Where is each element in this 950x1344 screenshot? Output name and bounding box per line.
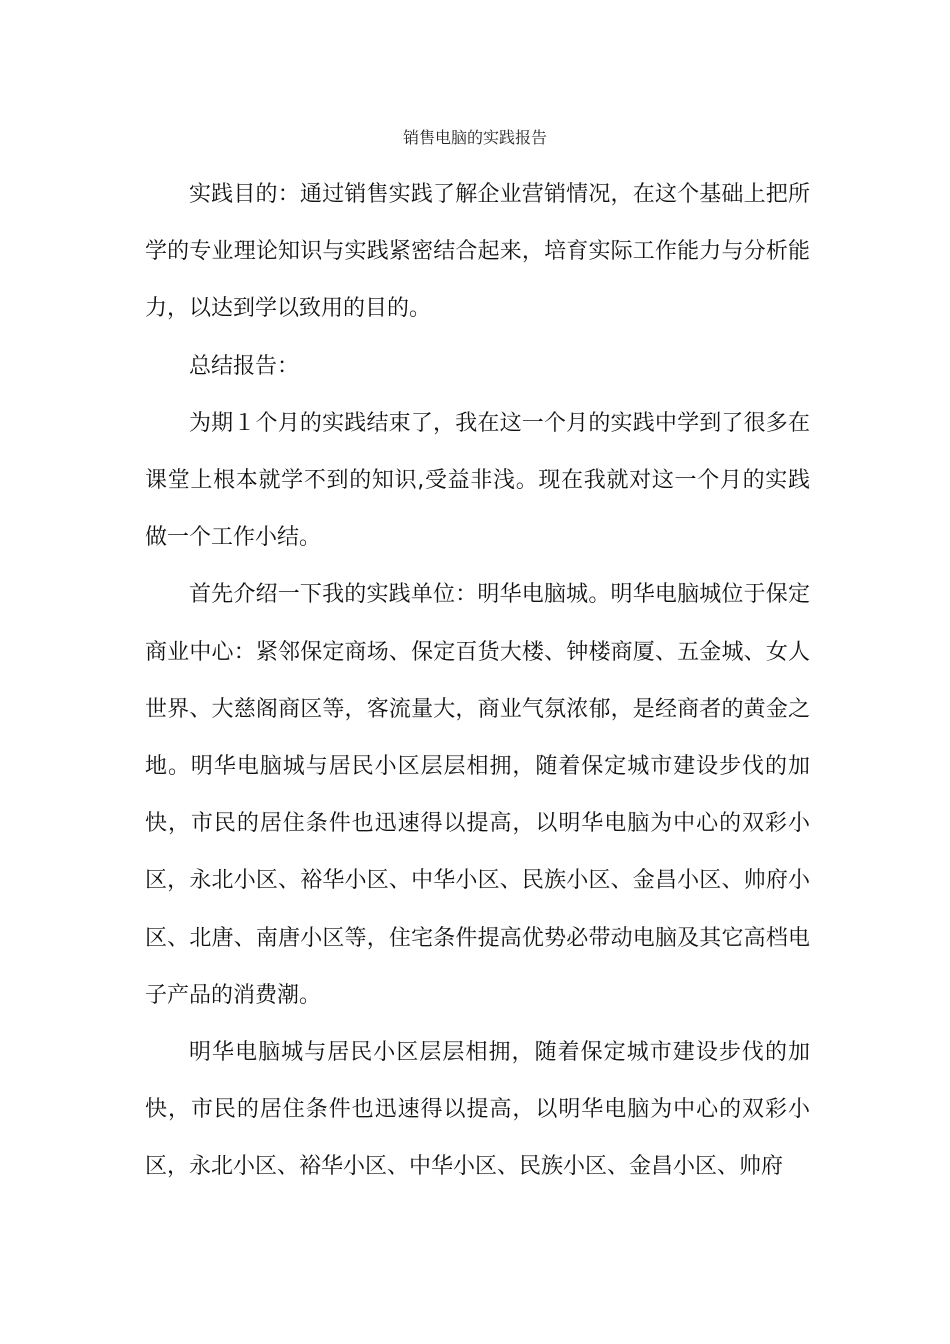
document-title: 销售电脑的实践报告: [402, 128, 547, 147]
paragraph-residential: 明华电脑城与居民小区层层相拥，随着保定城市建设步伐的加快，市民的居住条件也迅速得以提高，以明华电脑为中心的双彩小区，永北小区、裕华小区、中华小区、民族小区、金昌小区、帅府: [145, 1040, 810, 1180]
paragraph-purpose: 实践目的：通过销售实践了解企业营销情况，在这个基础上把所学的专业理论知识与实践紧密结合起来，培育实际工作能力与分析能力，以达到学以致用的目的。: [145, 182, 810, 322]
paragraph-summary-heading: 总结报告：: [189, 353, 300, 379]
paragraph-unit: 首先介绍一下我的实践单位：明华电脑城。明华电脑城位于保定商业中心：紧邻保定商场、保定百货大楼、钟楼商厦、五金城、女人世界、大慈阁商区等，客流量大，商业气氛浓郁，是经商者的黄金之地。明华电脑城与居民小区层层相拥，随着保定城市建设步伐的加快，市民的居住条件也迅速得以提高，以明华电脑为中心的双彩小区，永北小区、裕华小区、中华小区、民族小区、金昌小区、帅府小区、北唐、南唐小区等，住宅条件提高优势必带动电脑及其它高档电子产品的消费潮。: [145, 582, 810, 1008]
paragraph-intro: 为期１个月的实践结束了，我在这一个月的实践中学到了很多在课堂上根本就学不到的知识,受益非浅。现在我就对这一个月的实践做一个工作小结。: [145, 410, 810, 551]
document-body: [145, 166, 810, 1196]
